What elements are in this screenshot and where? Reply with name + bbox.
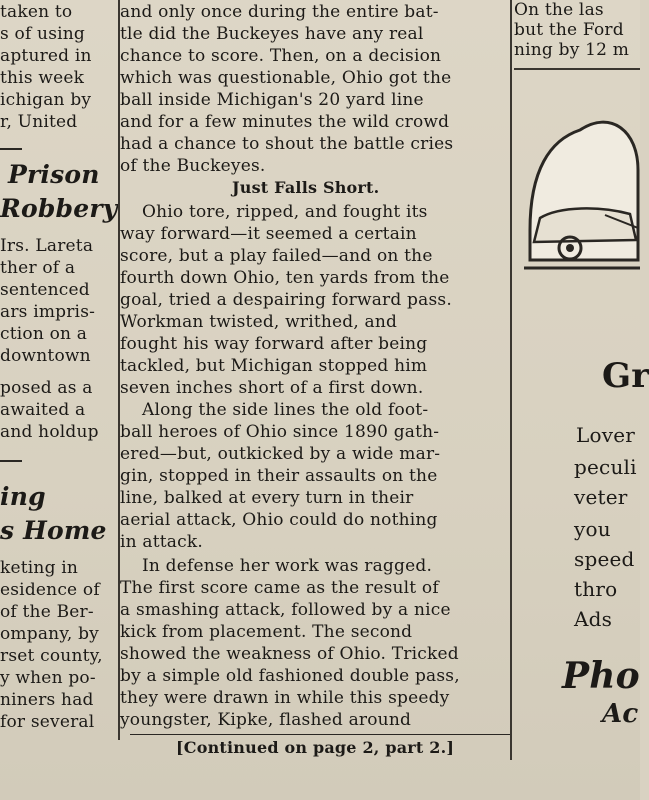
ad-line: you	[574, 517, 611, 541]
photo-subline: Ac	[602, 699, 639, 729]
ad-line: Ads	[574, 607, 613, 631]
left-body-line: ompany, by	[0, 624, 99, 644]
left-top-line: aptured in	[0, 46, 92, 66]
left-body-line: Irs. Lareta	[0, 236, 94, 256]
left-body-line: esidence of	[0, 580, 100, 600]
article-line: aerial attack, Ohio could do nothing	[120, 510, 438, 530]
ad-line: Lover	[576, 423, 636, 447]
article-line: in attack.	[120, 532, 203, 552]
ad-line: speed	[574, 547, 635, 571]
article-line: way forward—it seemed a certain	[120, 224, 417, 244]
divider	[0, 460, 22, 462]
right-top-line: but the Ford	[514, 20, 624, 40]
right-top-line: ning by 12 m	[514, 40, 630, 60]
ad-line: thro	[574, 577, 618, 601]
article-line: by a simple old fashioned double pass,	[120, 666, 460, 686]
photo-headline: Pho	[562, 655, 640, 697]
left-body-line: keting in	[0, 558, 79, 578]
article-line: showed the weakness of Ohio. Tricked	[120, 644, 459, 664]
left-body-line: rset county,	[0, 646, 103, 666]
article-line: a smashing attack, followed by a nice	[120, 600, 451, 620]
left-body-line: downtown	[0, 346, 91, 366]
article-line: chance to score. Then, on a decision	[120, 46, 442, 66]
left-top-line: this week	[0, 68, 85, 88]
article-line: ball heroes of Ohio since 1890 gath-	[120, 422, 440, 442]
ad-line: veter	[574, 485, 628, 509]
article-line: and for a few minutes the wild crowd	[120, 112, 450, 132]
left-top-line: r, United	[0, 112, 78, 132]
left-body-line: of the Ber-	[0, 602, 94, 622]
left-body-line: y when po-	[0, 668, 96, 688]
left-body-line: sentenced	[0, 280, 90, 300]
article-line: had a chance to shout the battle cries	[120, 134, 454, 154]
article-line: tle did the Buckeyes have any real	[120, 24, 424, 44]
left-body-line: posed as a	[0, 378, 93, 398]
car-ad-illustration	[520, 110, 640, 280]
article-line: line, balked at every turn in their	[120, 488, 414, 508]
divider	[0, 148, 22, 150]
article-line: In defense her work was ragged.	[142, 556, 433, 576]
article-line: fought his way forward after being	[120, 334, 428, 354]
headline-robbery: Robbery	[0, 194, 118, 223]
article-line: fourth down Ohio, ten yards from the	[120, 268, 450, 288]
divider	[514, 68, 640, 70]
subheading: Just Falls Short.	[232, 178, 380, 197]
article-line: ball inside Michigan's 20 yard line	[120, 90, 424, 110]
article-line: youngster, Kipke, flashed around	[120, 710, 412, 730]
left-column	[0, 0, 120, 740]
divider	[130, 734, 510, 735]
article-line: and only once during the entire bat-	[120, 2, 439, 22]
left-body-line: niners had	[0, 690, 94, 710]
article-line: score, but a play failed—and on the	[120, 246, 433, 266]
article-line: they were drawn in while this speedy	[120, 688, 450, 708]
article-line: Ohio tore, ripped, and fought its	[142, 202, 428, 222]
article-line: ered—but, outkicked by a wide mar-	[120, 444, 441, 464]
headline-home: s Home	[0, 516, 107, 545]
left-body-line: ther of a	[0, 258, 76, 278]
continued-note: [Continued on page 2, part 2.]	[176, 738, 455, 757]
article-line: goal, tried a despairing forward pass.	[120, 290, 452, 310]
article-line: which was questionable, Ohio got the	[120, 68, 452, 88]
left-body-line: for several	[0, 712, 95, 732]
left-top-line: taken to	[0, 2, 73, 22]
left-body-line: ars impris-	[0, 302, 96, 322]
left-body-line: awaited a	[0, 400, 86, 420]
headline-ing: ing	[0, 482, 46, 511]
article-line: seven inches short of a first down.	[120, 378, 424, 398]
article-line: kick from placement. The second	[120, 622, 413, 642]
left-top-line: ichigan by	[0, 90, 92, 110]
article-line: Along the side lines the old foot-	[142, 400, 429, 420]
ad-line: peculi	[574, 455, 637, 479]
headline-prison: Prison	[8, 160, 100, 189]
article-line: tackled, but Michigan stopped him	[120, 356, 428, 376]
left-top-line: s of using	[0, 24, 85, 44]
left-body-line: ction on a	[0, 324, 88, 344]
article-line: gin, stopped in their assaults on the	[120, 466, 438, 486]
right-top-line: On the las	[514, 0, 604, 20]
ad-headline: Gr	[602, 356, 649, 396]
article-line: The first score came as the result of	[120, 578, 439, 598]
left-body-line: and holdup	[0, 422, 99, 442]
article-line: Workman twisted, writhed, and	[120, 312, 398, 332]
middle-column	[120, 0, 510, 760]
article-line: of the Buckeyes.	[120, 156, 266, 176]
